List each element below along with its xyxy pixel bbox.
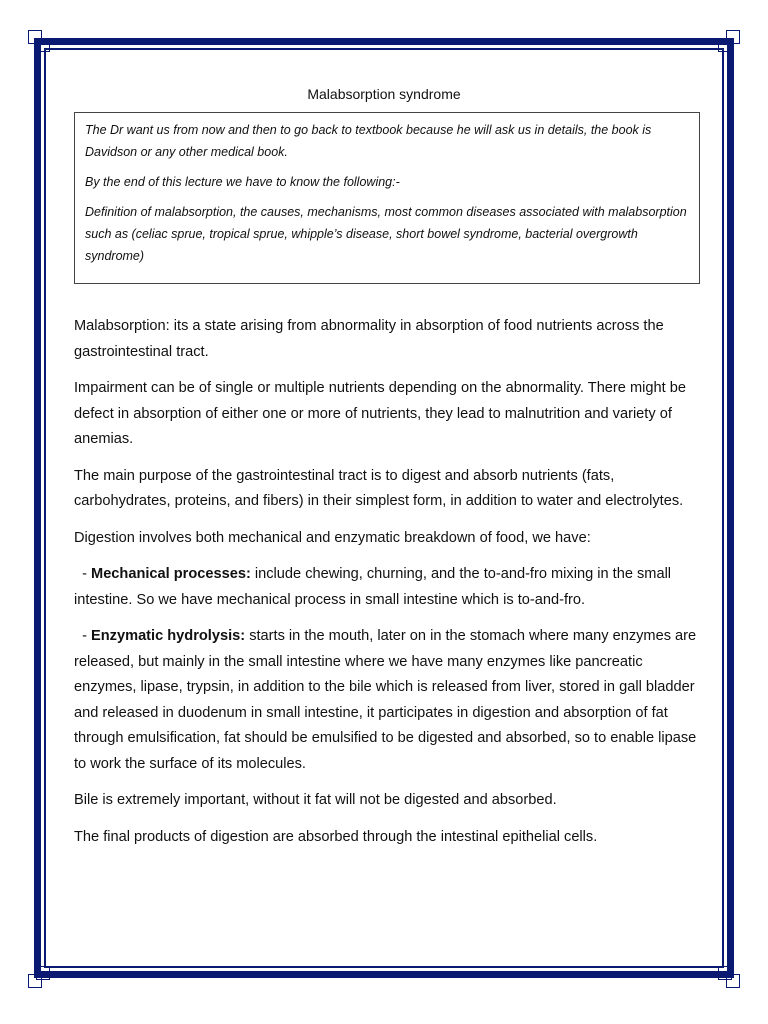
document-body xyxy=(74,314,704,861)
corner-ornament-bottom-right xyxy=(718,966,740,988)
mechanical-description: include chewing, churning, and the to-and-fro mixing in the small intestine. So we have mechanical process in small intestine which is to-and-fro. xyxy=(74,566,672,608)
bullet-prefix: - xyxy=(74,566,92,582)
note-objectives-list: Definition of malabsorption, the causes, mechanisms, most common diseases associated with malabsorption such as (celiac sprue, tropical sprue, whipple’s disease, short bowel syndrome, bacterial overgrowth syndrome) xyxy=(85,205,687,263)
enzymatic-description: starts in the mouth, later on in the stomach where many enzymes are released, but mainly in the small intestine where we have many enzymes like pancreatic enzymes, lipase, trypsin, in addition to the bile which is released from liver, stored in gall bladder and released in duodenum in small intestine, it participates in digestion and absorption of fat through emulsification, fat should be emulsified to be digested and absorbed, so to enable lipase to work the surface of its molecules. xyxy=(74,628,697,772)
term-enzymatic-hydrolysis: Enzymatic hydrolysis: xyxy=(91,628,246,644)
note-objectives-intro: By the end of this lecture we have to know the following:- xyxy=(85,175,400,189)
paragraph-digestion: Digestion involves both mechanical and enzymatic breakdown of food, we have: xyxy=(74,529,591,546)
paragraph-definition: Malabsorption: its a state arising from abnormality in absorption of food nutrients across the gastrointestinal tract. xyxy=(74,318,664,360)
term-mechanical-processes: Mechanical processes: xyxy=(91,566,251,582)
paragraph-impairment: Impairment can be of single or multiple nutrients depending on the abnormality. There might be defect in absorption of either one or more of nutrients, they lead to malnutrition and variety of anemias. xyxy=(74,380,686,447)
bullet-prefix: - xyxy=(74,628,92,644)
paragraph-purpose: The main purpose of the gastrointestinal tract is to digest and absorb nutrients (fats, carbohydrates, proteins, and fibers) in their simplest form, in addition to water and electrolytes. xyxy=(74,467,684,509)
lecture-note-box xyxy=(74,112,700,284)
paragraph-final-products: The final products of digestion are absorbed through the intestinal epithelial cells. xyxy=(74,828,598,845)
page-title: Malabsorption syndrome xyxy=(307,86,461,102)
note-textbook: The Dr want us from now and then to go back to textbook because he will ask us in details, the book is Davidson or any other medical book. xyxy=(85,123,652,159)
paragraph-enzymatic xyxy=(74,624,704,777)
corner-ornament-bottom-left xyxy=(28,966,50,988)
paragraph-mechanical xyxy=(74,562,704,613)
paragraph-bile: Bile is extremely important, without it fat will not be digested and absorbed. xyxy=(74,792,557,808)
corner-ornament-top-right xyxy=(718,30,740,52)
corner-ornament-top-left xyxy=(28,30,50,52)
